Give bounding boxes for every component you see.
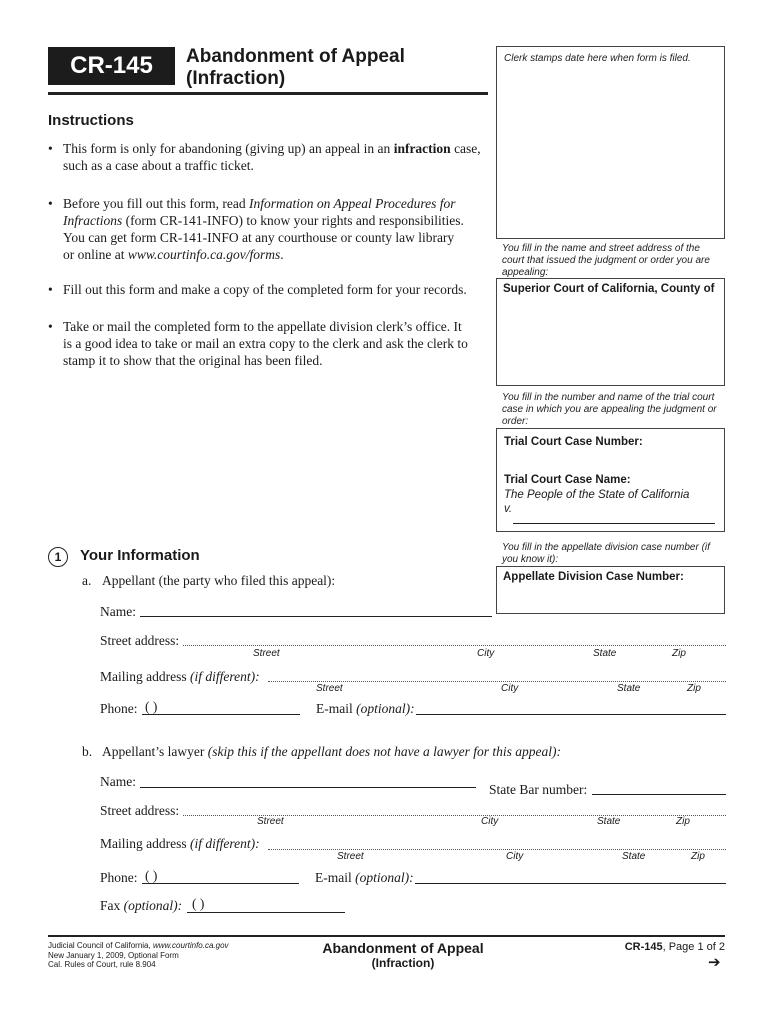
lawyer-name-label: Name: bbox=[100, 774, 136, 789]
sub-street: Street bbox=[253, 648, 280, 659]
sub-city: City bbox=[501, 683, 519, 694]
section-1-number: 1 bbox=[48, 547, 68, 567]
sub-state: State bbox=[597, 816, 621, 827]
footer-page: CR-145, Page 1 of 2 bbox=[624, 941, 725, 953]
appellant-street-label: Street address: bbox=[100, 633, 180, 648]
sub-zip: Zip bbox=[687, 683, 701, 694]
footer-rule bbox=[48, 935, 725, 937]
form-title: Abandonment of Appeal (Infraction) bbox=[186, 46, 405, 89]
instruction-bullet-3: • Fill out this form and make a copy of the completed form for your records. bbox=[48, 282, 467, 297]
trial-case-box bbox=[496, 428, 725, 532]
appellant-name-field[interactable] bbox=[140, 616, 492, 617]
lawyer-fax-paren: ( ) bbox=[192, 896, 205, 911]
sub-state: State bbox=[617, 683, 641, 694]
appellant-name-label: Name: bbox=[100, 604, 136, 619]
clerk-stamp-box bbox=[496, 46, 725, 239]
appellate-case-box[interactable] bbox=[496, 566, 725, 614]
footer-title: Abandonment of Appeal (Infraction) bbox=[322, 940, 484, 970]
trial-case-number-label: Trial Court Case Number: bbox=[504, 436, 643, 448]
instruction-bullet-1: • This form is only for abandoning (giving up) an appeal in an infraction case, such as a case about a traffic ticket. bbox=[48, 141, 481, 173]
appellant-mailing-field[interactable] bbox=[268, 681, 726, 682]
lawyer-fax-label: Fax (optional): bbox=[100, 898, 183, 913]
header-rule bbox=[48, 92, 488, 95]
appellant-email-label: E-mail (optional): bbox=[316, 701, 415, 716]
court-hint: You fill in the name and street address of the court that issued the judgment or order you are appealing: bbox=[502, 243, 710, 278]
footer-left: Judicial Council of California, www.courtinfo.ca.gov New January 1, 2009, Optional Form Cal. Rules of Court, rule 8.904 bbox=[48, 941, 229, 969]
form-number-badge bbox=[48, 47, 175, 85]
defendant-name-line[interactable] bbox=[513, 523, 715, 524]
section-a-text: Appellant (the party who filed this appeal): bbox=[102, 573, 336, 588]
court-address-box[interactable] bbox=[496, 278, 725, 386]
sub-state: State bbox=[622, 851, 646, 862]
trial-case-name-label: Trial Court Case Name: bbox=[504, 474, 631, 486]
court-label: Superior Court of California, County of bbox=[503, 283, 715, 295]
lawyer-mailing-label: Mailing address (if different): bbox=[100, 836, 260, 851]
state-bar-label: State Bar number: bbox=[489, 782, 588, 797]
sub-zip: Zip bbox=[691, 851, 705, 862]
sub-city: City bbox=[477, 648, 495, 659]
sub-street: Street bbox=[257, 816, 284, 827]
lawyer-email-label: E-mail (optional): bbox=[315, 870, 414, 885]
sub-zip: Zip bbox=[672, 648, 686, 659]
lawyer-phone-field[interactable] bbox=[142, 883, 299, 884]
section-b-text: Appellant’s lawyer (skip this if the appellant does not have a lawyer for this appeal): bbox=[102, 744, 561, 759]
lawyer-street-label: Street address: bbox=[100, 803, 180, 818]
section-b-label: b. bbox=[82, 744, 93, 759]
versus-label: v. bbox=[504, 503, 513, 515]
lawyer-mailing-field[interactable] bbox=[268, 849, 726, 850]
appellant-phone-paren: ( ) bbox=[145, 699, 158, 714]
lawyer-phone-label: Phone: bbox=[100, 870, 138, 885]
state-bar-field[interactable] bbox=[592, 794, 726, 795]
sub-street: Street bbox=[337, 851, 364, 862]
clerk-stamp-text: Clerk stamps date here when form is filed. bbox=[504, 53, 691, 64]
sub-street: Street bbox=[316, 683, 343, 694]
sub-city: City bbox=[481, 816, 499, 827]
lawyer-name-field[interactable] bbox=[140, 787, 476, 788]
lawyer-phone-paren: ( ) bbox=[145, 868, 158, 883]
section-a-label: a. bbox=[82, 573, 92, 588]
appellant-mailing-label: Mailing address (if different): bbox=[100, 669, 260, 684]
instructions-heading: Instructions bbox=[48, 112, 134, 129]
appellant-street-field[interactable] bbox=[183, 645, 726, 646]
trial-case-name-value: The People of the State of California bbox=[504, 489, 690, 501]
appellate-case-label: Appellate Division Case Number: bbox=[503, 571, 684, 583]
appellant-phone-label: Phone: bbox=[100, 701, 138, 716]
lawyer-fax-field[interactable] bbox=[187, 912, 345, 913]
lawyer-email-field[interactable] bbox=[415, 883, 726, 884]
instruction-bullet-4: • Take or mail the completed form to the appellate division clerk’s office. It is a good idea to take or mail an extra copy to the clerk and ask the clerk to stamp it to show that the original has been filed. bbox=[48, 319, 468, 368]
next-page-arrow-icon[interactable]: ➔ bbox=[708, 954, 721, 971]
trial-hint: You fill in the number and name of the trial court case in which you are appealing the judgment or order: bbox=[502, 392, 717, 427]
section-1-title: Your Information bbox=[80, 547, 200, 564]
form-number: CR-145 bbox=[70, 52, 153, 79]
sub-zip: Zip bbox=[676, 816, 690, 827]
sub-city: City bbox=[506, 851, 524, 862]
appellant-phone-field[interactable] bbox=[142, 714, 300, 715]
appellate-hint: You fill in the appellate division case number (if you know it): bbox=[502, 542, 710, 565]
appellant-email-field[interactable] bbox=[416, 714, 726, 715]
sub-state: State bbox=[593, 648, 617, 659]
instruction-bullet-2: • Before you fill out this form, read Information on Appeal Procedures for Infractions (form CR-141-INFO) to know your rights and responsibilities. You can get form CR-141-INFO at any courthouse or county law library or online at www.courtinfo.ca.gov/forms. bbox=[48, 196, 464, 262]
